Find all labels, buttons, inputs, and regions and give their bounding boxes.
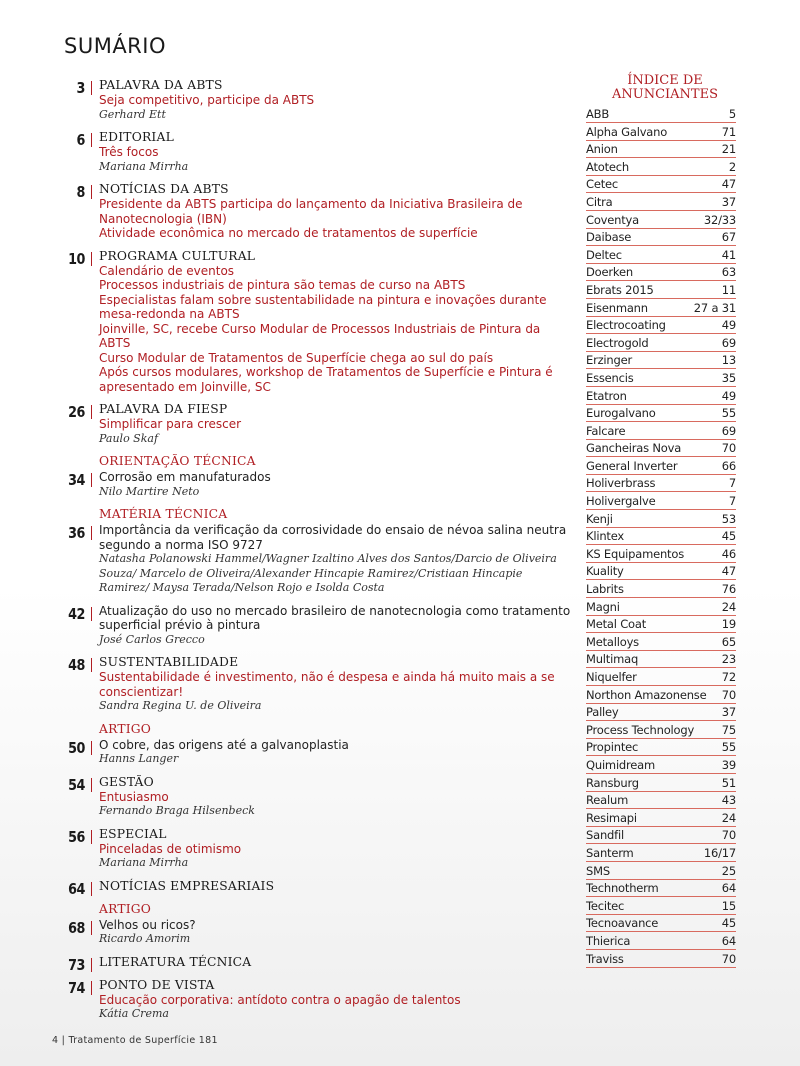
toc-page-number: 6 bbox=[76, 131, 85, 149]
article-title[interactable]: Especialistas falam sobre sustentabilidade na pintura e inovações durante mesa-redonda na ABTS bbox=[99, 292, 547, 321]
advertiser-page: 45 bbox=[721, 529, 736, 544]
advertiser-name: KS Equipamentos bbox=[586, 546, 684, 561]
advertiser-page: 64 bbox=[721, 933, 736, 948]
advertiser-row bbox=[586, 369, 736, 387]
toc-entry[interactable] bbox=[54, 78, 574, 122]
divider-bar bbox=[91, 405, 92, 419]
advertiser-page: 70 bbox=[721, 951, 736, 966]
article-title[interactable]: Importância da verificação da corrosividade do ensaio de névoa salina neutra segundo a norma ISO 9727 bbox=[99, 523, 567, 552]
advertiser-row bbox=[586, 915, 736, 933]
advertiser-name: Propintec bbox=[586, 740, 639, 755]
advertiser-page: 24 bbox=[721, 810, 736, 825]
advertiser-page: 70 bbox=[721, 828, 736, 843]
advertiser-name: Kenji bbox=[586, 511, 613, 526]
toc-entry[interactable] bbox=[54, 604, 574, 648]
toc-page-number: 34 bbox=[68, 471, 85, 489]
advertiser-page: 69 bbox=[721, 423, 736, 438]
advertiser-row bbox=[586, 897, 736, 915]
advertiser-row bbox=[586, 299, 736, 317]
article-author: Mariana Mirrha bbox=[99, 159, 189, 173]
advertiser-name: Holivergalve bbox=[586, 494, 656, 509]
advertiser-row bbox=[586, 598, 736, 616]
article-author: Paulo Skaf bbox=[99, 431, 159, 445]
advertiser-name: Resimapi bbox=[586, 810, 637, 825]
advertiser-name: Traviss bbox=[586, 951, 624, 966]
section-heading: NOTÍCIAS DA ABTS bbox=[99, 182, 229, 196]
divider-bar bbox=[91, 81, 92, 95]
section-heading: LITERATURA TÉCNICA bbox=[99, 954, 252, 969]
divider-bar bbox=[91, 252, 92, 266]
article-author: Ricardo Amorim bbox=[99, 932, 191, 945]
advertiser-row bbox=[586, 193, 736, 211]
article-author: Natasha Polanowski Hammel/Wagner Izaltino Alves dos Santos/Darcio de Oliveira Souza/ Marcelo de Oliveira/Alexander Hincapie Ramirez/Cristiaan Hincapie Ramirez/ Maysa Terada/Nelson Rojo e Isolda Costa bbox=[99, 552, 557, 594]
advertiser-page: 47 bbox=[721, 564, 736, 579]
toc-page-number: 10 bbox=[68, 249, 85, 268]
advertiser-page: 46 bbox=[721, 546, 736, 561]
divider-bar bbox=[91, 921, 92, 935]
advertiser-page: 70 bbox=[721, 441, 736, 456]
advertiser-name: Metal Coat bbox=[586, 617, 647, 632]
advertiser-row bbox=[586, 880, 736, 898]
advertiser-page: 15 bbox=[721, 898, 736, 913]
advertiser-page: 63 bbox=[721, 265, 736, 280]
advertiser-name: Citra bbox=[586, 194, 613, 209]
article-title[interactable]: Calendário de eventos bbox=[99, 263, 235, 278]
advertiser-name: Electrocoating bbox=[586, 318, 666, 333]
advertiser-page: 27 a 31 bbox=[693, 300, 736, 315]
advertisers-title: ÍNDICE DE ANUNCIANTES bbox=[611, 73, 718, 102]
advertiser-page: 55 bbox=[721, 406, 736, 421]
article-author: Hanns Langer bbox=[99, 752, 179, 765]
advertiser-row bbox=[586, 844, 736, 862]
article-author: Sandra Regina U. de Oliveira bbox=[99, 699, 262, 712]
advertiser-name: Magni bbox=[586, 599, 620, 614]
advertiser-page: 71 bbox=[721, 124, 736, 139]
toc-entry[interactable] bbox=[54, 775, 574, 819]
article-title[interactable]: Presidente da ABTS participa do lançamento da Iniciativa Brasileira de Nanotecnologia (IBN) bbox=[99, 197, 523, 226]
advertiser-name: Etatron bbox=[586, 388, 627, 403]
advertiser-row bbox=[586, 246, 736, 264]
advertiser-row bbox=[586, 387, 736, 405]
section-heading: SUSTENTABILIDADE bbox=[99, 655, 239, 669]
advertiser-row bbox=[586, 721, 736, 739]
advertiser-row bbox=[586, 792, 736, 810]
advertiser-row bbox=[586, 141, 736, 159]
advertiser-page: 76 bbox=[721, 582, 736, 597]
table-of-contents bbox=[54, 78, 574, 1030]
advertiser-page: 75 bbox=[721, 722, 736, 737]
advertiser-name: SMS bbox=[586, 863, 610, 878]
toc-entry[interactable] bbox=[54, 130, 574, 174]
advertiser-row bbox=[586, 862, 736, 880]
advertiser-name: Kuality bbox=[586, 564, 624, 579]
advertiser-page: 2 bbox=[728, 159, 736, 174]
advertiser-row bbox=[586, 686, 736, 704]
advertiser-name: Metalloys bbox=[586, 634, 639, 649]
toc-entry[interactable] bbox=[54, 878, 574, 898]
article-title[interactable]: Atividade econômica no mercado de tratamentos de superfície bbox=[99, 226, 478, 240]
advertiser-page: 67 bbox=[721, 230, 736, 245]
section-heading: ARTIGO bbox=[99, 721, 152, 736]
toc-page-number: 50 bbox=[68, 738, 85, 757]
advertiser-name: Process Technology bbox=[586, 722, 695, 737]
advertiser-row bbox=[586, 422, 736, 440]
advertiser-page: 53 bbox=[721, 511, 736, 526]
advertiser-name: Eurogalvano bbox=[586, 406, 656, 421]
advertiser-page: 19 bbox=[721, 617, 736, 632]
advertiser-name: Thierica bbox=[586, 933, 631, 948]
article-title[interactable]: Entusiasmo bbox=[99, 789, 169, 804]
advertiser-name: Realum bbox=[586, 793, 629, 808]
toc-entry[interactable] bbox=[54, 470, 574, 499]
toc-page-number: 36 bbox=[68, 524, 85, 542]
page-footer: 4 | Tratamento de Superfície 181 bbox=[52, 1035, 218, 1046]
toc-page-number: 68 bbox=[68, 918, 85, 937]
advertiser-page: 43 bbox=[721, 793, 736, 808]
divider-bar bbox=[91, 830, 92, 844]
page-title: SUMÁRIO bbox=[64, 34, 166, 58]
advertiser-page: 66 bbox=[721, 458, 736, 473]
advertiser-row bbox=[586, 774, 736, 792]
advertisers-index bbox=[586, 74, 736, 968]
advertiser-name: General Inverter bbox=[586, 458, 678, 473]
advertiser-page: 49 bbox=[721, 388, 736, 403]
article-author: Gerhard Ett bbox=[99, 107, 166, 121]
advertiser-row bbox=[586, 651, 736, 669]
advertiser-page: 45 bbox=[721, 916, 736, 931]
toc-page-number: 26 bbox=[68, 403, 85, 421]
article-title[interactable]: Curso Modular de Tratamentos de Superfície chega ao sul do país bbox=[99, 350, 494, 365]
section-heading: PALAVRA DA ABTS bbox=[99, 78, 223, 92]
advertiser-row bbox=[586, 510, 736, 528]
article-title[interactable]: O cobre, das origens até a galvanoplastia bbox=[99, 737, 349, 752]
advertiser-name: Quimidream bbox=[586, 757, 656, 772]
section-heading: NOTÍCIAS EMPRESARIAIS bbox=[99, 878, 275, 893]
advertiser-row bbox=[586, 211, 736, 229]
advertiser-page: 32/33 bbox=[703, 212, 736, 227]
advertiser-row bbox=[586, 440, 736, 458]
advertiser-page: 41 bbox=[721, 247, 736, 262]
advertiser-name: Technotherm bbox=[586, 881, 659, 896]
advertiser-page: 21 bbox=[721, 142, 736, 157]
advertiser-page: 51 bbox=[721, 775, 736, 790]
advertiser-row bbox=[586, 704, 736, 722]
advertiser-page: 7 bbox=[728, 476, 736, 491]
article-author: Fernando Braga Hilsenbeck bbox=[99, 804, 255, 817]
section-heading: PONTO DE VISTA bbox=[99, 977, 215, 992]
advertiser-row bbox=[586, 123, 736, 141]
advertiser-name: Cetec bbox=[586, 177, 619, 192]
advertiser-page: 11 bbox=[721, 282, 736, 297]
advertiser-row bbox=[586, 317, 736, 335]
article-title[interactable]: Pinceladas de otimismo bbox=[99, 841, 242, 856]
article-author: Mariana Mirrha bbox=[99, 856, 189, 869]
advertiser-name: Deltec bbox=[586, 247, 622, 262]
advertiser-page: 72 bbox=[721, 670, 736, 684]
advertiser-name: Gancheiras Nova bbox=[586, 441, 682, 456]
advertiser-row bbox=[586, 580, 736, 598]
advertiser-name: Ransburg bbox=[586, 775, 639, 790]
divider-bar bbox=[91, 526, 92, 540]
article-title[interactable]: Velhos ou ricos? bbox=[99, 917, 196, 932]
advertiser-name: Labrits bbox=[586, 582, 624, 597]
advertiser-row bbox=[586, 668, 736, 686]
article-title[interactable]: Atualização do uso no mercado brasileiro de nanotecnologia como tratamento superficial prévio à pintura bbox=[99, 603, 571, 632]
advertiser-page: 23 bbox=[721, 652, 736, 667]
advertiser-name: Electrogold bbox=[586, 335, 649, 350]
divider-bar bbox=[91, 607, 92, 621]
advertiser-row bbox=[586, 334, 736, 352]
article-title[interactable]: Joinville, SC, recebe Curso Modular de Processos Industriais de Pintura da ABTS bbox=[99, 321, 541, 350]
toc-page-number: 64 bbox=[68, 879, 85, 898]
divider-bar bbox=[91, 133, 92, 147]
advertiser-page: 47 bbox=[721, 177, 736, 192]
article-author: Nilo Martire Neto bbox=[99, 484, 200, 498]
advertiser-page: 49 bbox=[721, 318, 736, 333]
advertisers-list bbox=[586, 107, 736, 968]
toc-entry[interactable] bbox=[54, 978, 574, 1022]
advertiser-page: 13 bbox=[721, 353, 736, 368]
section-heading: PALAVRA DA FIESP bbox=[99, 402, 228, 416]
advertiser-page: 25 bbox=[721, 863, 736, 878]
article-title[interactable]: Três focos bbox=[99, 145, 159, 159]
toc-entry[interactable] bbox=[54, 523, 574, 596]
toc-entry[interactable] bbox=[54, 249, 574, 395]
advertiser-page: 55 bbox=[721, 740, 736, 755]
advertiser-row bbox=[586, 158, 736, 176]
divider-bar bbox=[91, 882, 92, 896]
advertiser-row bbox=[586, 475, 736, 493]
advertiser-name: Tecnoavance bbox=[586, 916, 659, 931]
advertiser-page: 37 bbox=[721, 194, 736, 209]
advertiser-name: Falcare bbox=[586, 423, 626, 438]
advertiser-name: Holiverbrass bbox=[586, 476, 656, 491]
advertiser-page: 69 bbox=[721, 335, 736, 350]
advertiser-row bbox=[586, 616, 736, 634]
advertiser-row bbox=[586, 264, 736, 282]
advertiser-row bbox=[586, 281, 736, 299]
advertiser-name: Atotech bbox=[586, 159, 630, 174]
divider-bar bbox=[91, 185, 92, 199]
toc-entry[interactable] bbox=[54, 954, 574, 974]
toc-page-number: 48 bbox=[68, 656, 85, 674]
advertiser-name: Alpha Galvano bbox=[586, 124, 668, 139]
advertiser-name: Santerm bbox=[586, 845, 634, 860]
advertiser-name: Essencis bbox=[586, 370, 634, 385]
toc-entry[interactable] bbox=[54, 402, 574, 446]
advertiser-name: Erzinger bbox=[586, 353, 633, 368]
advertiser-name: Sandfil bbox=[586, 828, 624, 843]
advertiser-row bbox=[586, 545, 736, 563]
advertiser-page: 65 bbox=[721, 634, 736, 649]
toc-page-number: 3 bbox=[76, 79, 85, 97]
divider-bar bbox=[91, 658, 92, 672]
advertiser-row bbox=[586, 633, 736, 651]
advertiser-page: 70 bbox=[721, 687, 736, 702]
toc-entry[interactable] bbox=[54, 182, 574, 241]
toc-page-number: 8 bbox=[76, 183, 85, 201]
divider-bar bbox=[91, 741, 92, 755]
advertiser-name: Ebrats 2015 bbox=[586, 282, 654, 297]
section-heading: ARTIGO bbox=[99, 901, 152, 916]
advertiser-page: 37 bbox=[721, 705, 736, 720]
advertiser-page: 7 bbox=[728, 494, 736, 509]
advertiser-row bbox=[586, 809, 736, 827]
advertiser-name: Coventya bbox=[586, 212, 639, 227]
advertiser-row bbox=[586, 107, 736, 123]
section-heading: MATÉRIA TÉCNICA bbox=[99, 507, 228, 521]
divider-bar bbox=[91, 473, 92, 487]
article-title[interactable]: Simplificar para crescer bbox=[99, 417, 242, 431]
section-heading: ESPECIAL bbox=[99, 826, 167, 841]
toc-entry[interactable] bbox=[54, 655, 574, 714]
article-title[interactable]: Educação corporativa: antídoto contra o apagão de talentos bbox=[99, 992, 461, 1007]
advertiser-name: Eisenmann bbox=[586, 300, 648, 315]
advertiser-row bbox=[586, 405, 736, 423]
toc-entry[interactable] bbox=[54, 738, 574, 767]
divider-bar bbox=[91, 958, 92, 972]
advertiser-row bbox=[586, 563, 736, 581]
advertiser-row bbox=[586, 492, 736, 510]
toc-page-number: 42 bbox=[68, 604, 85, 623]
advertiser-name: Doerken bbox=[586, 265, 633, 280]
advertiser-row bbox=[586, 352, 736, 370]
divider-bar bbox=[91, 981, 92, 995]
divider-bar bbox=[91, 778, 92, 792]
advertiser-page: 35 bbox=[721, 370, 736, 385]
toc-entry[interactable] bbox=[54, 918, 574, 947]
advertiser-name: Niquelfer bbox=[586, 670, 637, 684]
advertiser-name: Tecitec bbox=[586, 898, 625, 913]
toc-page-number: 73 bbox=[68, 955, 85, 974]
advertiser-name: Multimaq bbox=[586, 652, 639, 667]
advertiser-row bbox=[586, 528, 736, 546]
toc-page-number: 56 bbox=[68, 827, 85, 846]
advertiser-name: Northon Amazonense bbox=[586, 687, 707, 702]
article-title[interactable]: Seja competitivo, participe da ABTS bbox=[99, 93, 315, 107]
advertiser-name: ABB bbox=[586, 107, 610, 121]
toc-page-number: 54 bbox=[68, 775, 85, 794]
advertiser-name: Daibase bbox=[586, 230, 632, 245]
article-title[interactable]: Após cursos modulares, workshop de Tratamentos de Superfície e Pintura é apresentado em Joinville, SC bbox=[99, 365, 553, 394]
toc-entry[interactable] bbox=[54, 827, 574, 871]
advertiser-row bbox=[586, 229, 736, 247]
section-heading: ORIENTAÇÃO TÉCNICA bbox=[99, 454, 256, 468]
advertiser-page: 16/17 bbox=[703, 845, 736, 860]
advertiser-page: 39 bbox=[721, 757, 736, 772]
advertiser-row bbox=[586, 457, 736, 475]
advertiser-name: Anion bbox=[586, 142, 618, 157]
section-heading: PROGRAMA CULTURAL bbox=[99, 248, 256, 263]
advertiser-row bbox=[586, 176, 736, 194]
advertiser-page: 64 bbox=[721, 881, 736, 896]
article-title[interactable]: Sustentabilidade é investimento, não é despesa e ainda há muito mais a se conscientizar! bbox=[99, 670, 555, 699]
toc-page-number: 74 bbox=[68, 978, 85, 997]
advertiser-row bbox=[586, 827, 736, 845]
advertiser-row bbox=[586, 932, 736, 950]
advertiser-name: Klintex bbox=[586, 529, 625, 544]
advertiser-row bbox=[586, 756, 736, 774]
advertiser-page: 24 bbox=[721, 599, 736, 614]
advertiser-row bbox=[586, 950, 736, 968]
advertiser-row bbox=[586, 739, 736, 757]
advertiser-name: Palley bbox=[586, 705, 619, 720]
section-heading: EDITORIAL bbox=[99, 130, 174, 144]
article-author: José Carlos Grecco bbox=[99, 632, 205, 646]
article-title[interactable]: Corrosão em manufaturados bbox=[99, 470, 271, 484]
section-heading: GESTÃO bbox=[99, 774, 154, 789]
article-author: Kátia Crema bbox=[99, 1007, 169, 1020]
article-title[interactable]: Processos industriais de pintura são temas de curso na ABTS bbox=[99, 278, 466, 292]
advertiser-page: 5 bbox=[728, 107, 736, 121]
